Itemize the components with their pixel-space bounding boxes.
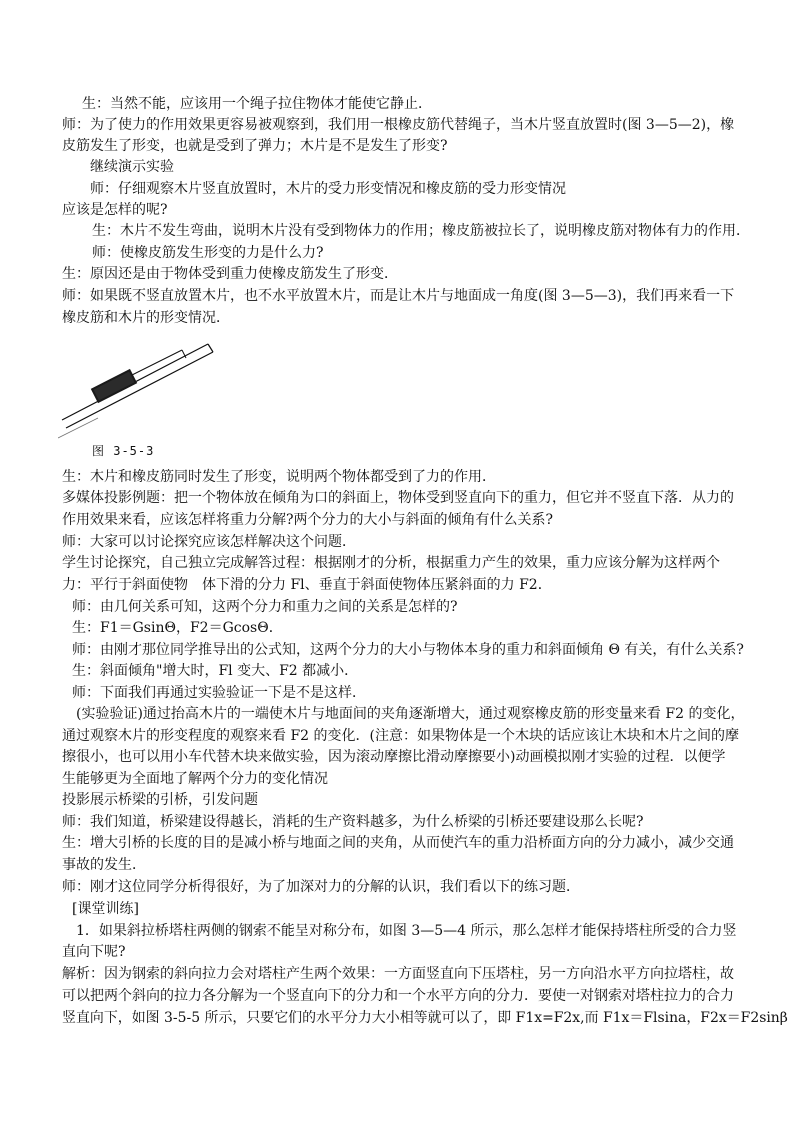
- text-line: 学生讨论探究，自己独立完成解答过程：根据刚才的分析，根据重力产生的效果，重力应该分解为这样两个: [62, 555, 720, 571]
- text-line: 生：木片和橡皮筋同时发生了形变，说明两个物体都受到了力的作用．: [62, 469, 496, 485]
- text-line: 生：木片不发生弯曲，说明木片没有受到物体力的作用；橡皮筋被拉长了，说明橡皮筋对物体有力的作用．: [92, 223, 750, 239]
- text-line: 师：下面我们再通过实验验证一下是不是这样．: [72, 685, 366, 701]
- text-line: 力：平行于斜面使物 体下滑的分力 Fl、垂直于斜面使物体压紧斜面的力 F2．: [62, 577, 552, 593]
- text-line: 投影展示桥梁的引桥，引发问题: [62, 792, 258, 808]
- text-line: 解析：因为钢索的斜向拉力会对塔柱产生两个效果：一方面竖直向下压塔柱，另一方向沿水平方向拉塔柱，故: [62, 966, 734, 982]
- incline-plank: [62, 344, 213, 428]
- text-line: 生：原因还是由于物体受到重力使橡皮筋发生了形变．: [62, 266, 398, 282]
- text-line: (实验验证)通过抬高木片的一端使木片与地面间的夹角逐渐增大，通过观察橡皮筋的形变量来看 F2 的变化，: [76, 706, 745, 722]
- text-line: 事故的发生．: [62, 857, 146, 873]
- text-line: [课堂训练]: [72, 901, 139, 917]
- text-line: 生：增大引桥的长度的目的是减小桥与地面之间的夹角，从而使汽车的重力沿桥面方向的分力减小，减少交通: [62, 835, 734, 851]
- text-line: 师：刚才这位同学分析得很好，为了加深对力的分解的认识，我们看以下的练习题．: [62, 879, 580, 895]
- text-line: 生：斜面倾角"增大时，Fl 变大、F2 都减小．: [72, 663, 359, 679]
- text-line: 师：我们知道，桥梁建设得越长，消耗的生产资料越多，为什么桥梁的引桥还要建设那么长呢?: [62, 814, 644, 830]
- figure-caption: 图 3-5-3: [92, 444, 155, 458]
- text-line: 师：使橡皮筋发生形变的力是什么力?: [92, 245, 324, 261]
- text-line: 皮筋发生了形变，也就是受到了弹力；木片是不是发生了形变?: [62, 138, 448, 154]
- text-line: 擦很小，也可以用小车代替木块来做实验，因为滚动摩擦比滑动摩擦要小)动画模拟刚才实验的过程．以便学: [62, 749, 726, 765]
- text-line: 可以把两个斜向的拉力各分解为一个竖直向下的分力和一个水平方向的分力．要使一对钢索对塔柱拉力的合力: [62, 988, 734, 1004]
- text-line: 生：当然不能，应该用一个绳子拉住物体才能使它静止．: [82, 96, 432, 112]
- text-line: 橡皮筋和木片的形变情况．: [62, 310, 230, 326]
- text-line: 生：F1＝GsinΘ，F2＝GcosΘ．: [72, 620, 283, 636]
- wooden-block: [91, 369, 137, 403]
- text-line: 师：如果既不竖直放置木片，也不水平放置木片，而是让木片与地面成一角度(图 3—5—3)，我们再来看一下: [62, 288, 735, 304]
- ground-line: [58, 418, 98, 438]
- text-line: 继续演示实验: [90, 159, 174, 175]
- text-line: 师：由刚才那位同学推导出的公式知，这两个分力的大小与物体本身的重力和斜面倾角 Θ 有关，有什么关系?: [72, 642, 744, 658]
- text-line: 作用效果来看，应该怎样将重力分解?两个分力的大小与斜面的倾角有什么关系?: [62, 512, 554, 528]
- text-line: 直向下呢?: [62, 944, 126, 960]
- text-line: 多媒体投影例题：把一个物体放在倾角为口的斜面上，物体受到竖直向下的重力，但它并不竖直下落．从力的: [62, 490, 734, 506]
- text-line: 师：为了使力的作用效果更容易被观察到，我们用一根橡皮筋代替绳子，当木片竖直放置时(图 3—5—2)，橡: [62, 117, 735, 133]
- text-line: 竖直向下，如图 3-5-5 所示，只要它们的水平分力大小相等就可以了，即 F1x=F2x,而 F1x＝Flsina，F2x＝F2sinβ: [62, 1010, 788, 1026]
- text-line: 1．如果斜拉桥塔柱两侧的钢索不能呈对称分布，如图 3—5—4 所示，那么怎样才能保持塔柱所受的合力竖: [76, 923, 737, 939]
- text-line: 师：大家可以讨论探究应该怎样解决这个问题．: [62, 534, 356, 550]
- text-line: 生能够更为全面地了解两个分力的变化情况: [62, 771, 328, 787]
- incline-figure: [58, 336, 220, 440]
- text-line: 师：由几何关系可知，这两个分力和重力之间的关系是怎样的?: [72, 599, 458, 615]
- text-line: 应该是怎样的呢?: [62, 202, 168, 218]
- text-line: 师：仔细观察木片竖直放置时，木片的受力形变情况和橡皮筋的受力形变情况: [90, 181, 566, 197]
- text-line: 通过观察木片的形变程度的观察来看 F2 的变化．(注意：如果物体是一个木块的话应该让木块和木片之间的摩: [62, 728, 739, 744]
